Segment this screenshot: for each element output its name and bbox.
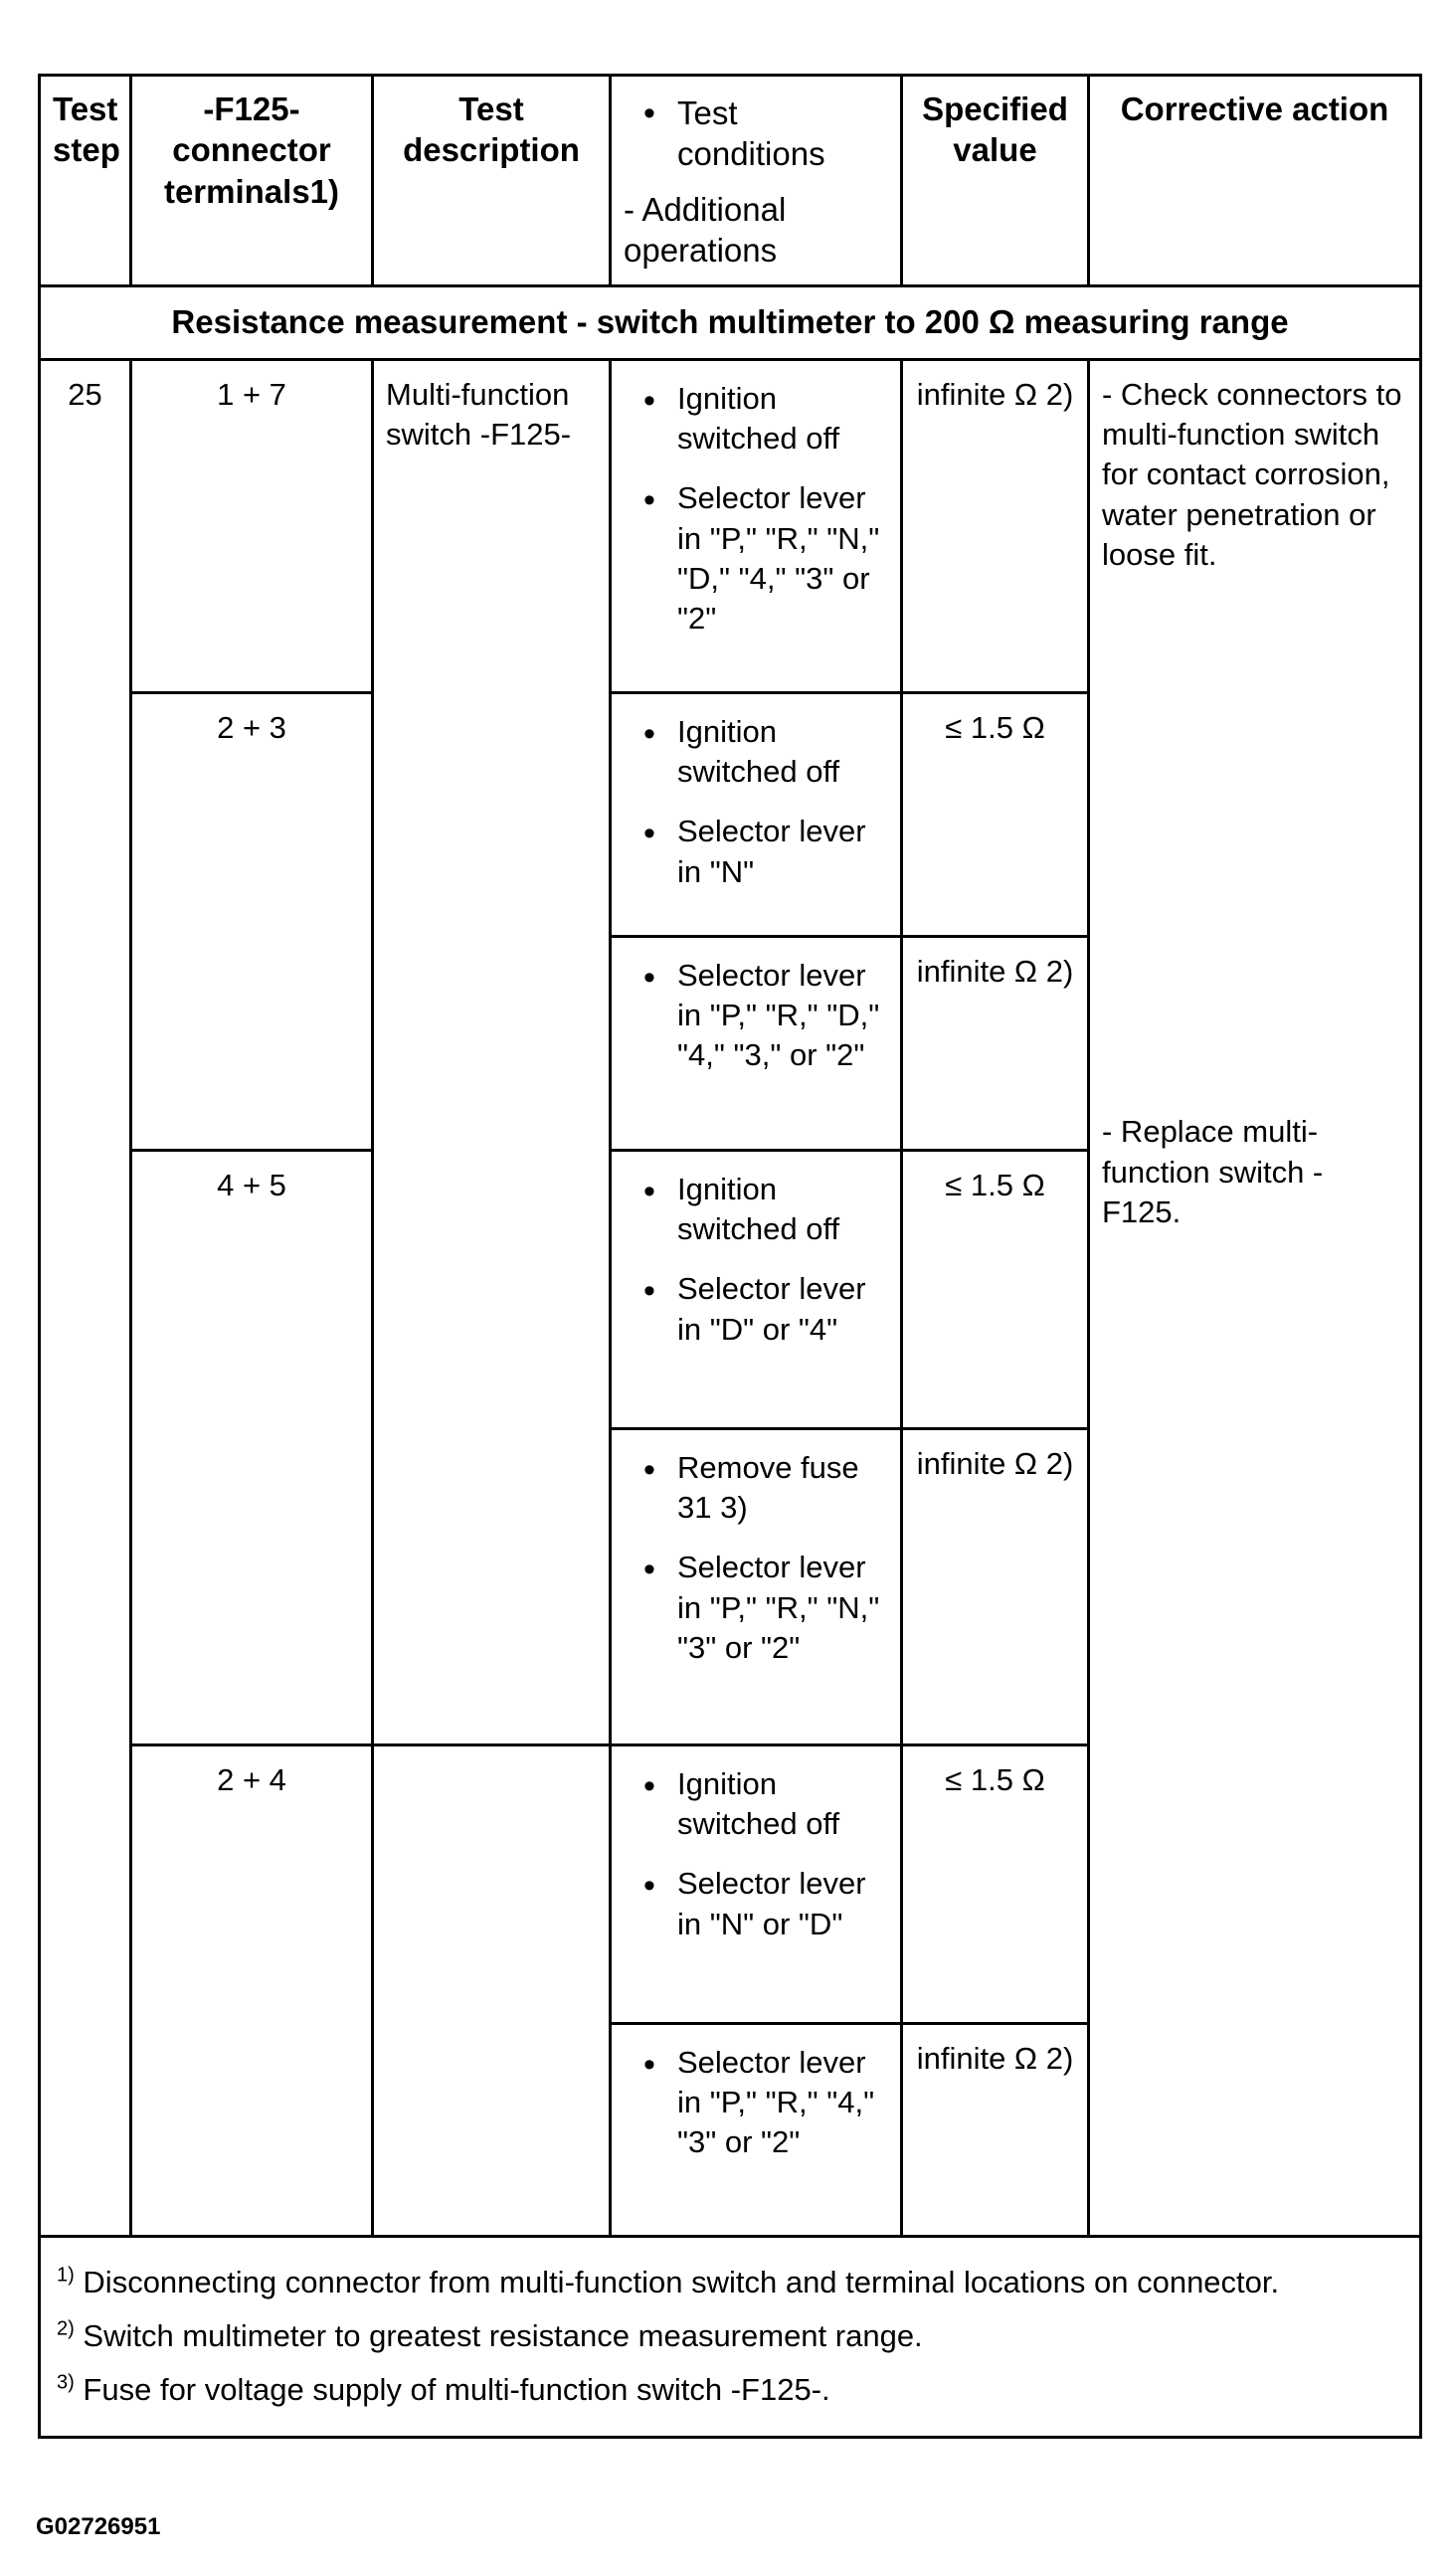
condition-item: • Remove fuse 31 3) xyxy=(643,1448,888,1529)
footnote-3 xyxy=(57,2363,1403,2417)
footnote-text: Switch multimeter to greatest resistance measurement range. xyxy=(83,2318,923,2354)
footnotes-row xyxy=(40,2236,1421,2437)
footnote-mark: 1) xyxy=(57,2264,75,2287)
conditions-cell xyxy=(611,936,902,1150)
header-description: Test description xyxy=(373,76,611,286)
conditions-cell xyxy=(611,1744,902,2023)
condition-item: • Selector lever in "N" or "D" xyxy=(643,1864,888,1944)
footnote-mark: 2) xyxy=(57,2317,75,2340)
document-id: G02726951 xyxy=(36,2513,161,2540)
specified-value-cell: infinite Ω 2) xyxy=(902,936,1089,1150)
header-conditions-label: • Test conditions xyxy=(643,92,888,175)
header-terminals: -F125- connector terminals1) xyxy=(131,76,373,286)
specified-value-cell: ≤ 1.5 Ω xyxy=(902,1744,1089,2023)
description-cell-empty xyxy=(373,1744,611,2236)
condition-item: • Selector lever in "P," "R," "D," "4," "3," or "2" xyxy=(643,956,888,1076)
conditions-cell xyxy=(611,1150,902,1428)
condition-item: • Selector lever in "P," "R," "N," "D," "4," "3" or "2" xyxy=(643,478,888,639)
footnotes xyxy=(40,2236,1421,2437)
conditions-cell xyxy=(611,359,902,692)
conditions-cell xyxy=(611,1428,902,1744)
terminals-cell: 2 + 3 xyxy=(131,692,373,1150)
specified-value-cell: infinite Ω 2) xyxy=(902,1428,1089,1744)
corrective-check: - Check connectors to multi-function switch for contact corrosion, water penetration or loose fit. xyxy=(1102,376,1402,573)
specified-value-cell: ≤ 1.5 Ω xyxy=(902,692,1089,936)
table-row xyxy=(40,359,1421,692)
conditions-cell xyxy=(611,2023,902,2236)
section-title: Resistance measurement - switch multimeter to 200 Ω measuring range xyxy=(40,286,1421,360)
specified-value-cell: infinite Ω 2) xyxy=(902,359,1089,692)
condition-item: • Ignition switched off xyxy=(643,1170,888,1250)
header-additional-label: - Additional operations xyxy=(624,190,787,269)
condition-item: • Selector lever in "P," "R," "4," "3" or "2" xyxy=(643,2043,888,2163)
specified-value-cell: ≤ 1.5 Ω xyxy=(902,1150,1089,1428)
terminals-cell: 4 + 5 xyxy=(131,1150,373,1744)
header-test-step: Test step xyxy=(40,76,131,286)
terminals-cell: 2 + 4 xyxy=(131,1744,373,2236)
test-table xyxy=(38,74,1422,2439)
test-step-cell: 25 xyxy=(40,359,131,2236)
table-header-row xyxy=(40,76,1421,286)
description-cell: Multi-function switch -F125- xyxy=(373,359,611,1744)
conditions-cell xyxy=(611,692,902,936)
corrective-replace: - Replace multi-function switch - F125. xyxy=(1102,1114,1324,1229)
condition-item: • Ignition switched off xyxy=(643,1764,888,1845)
condition-item: • Selector lever in "N" xyxy=(643,812,888,892)
footnote-text: Fuse for voltage supply of multi-function switch -F125-. xyxy=(83,2372,830,2408)
condition-item: • Selector lever in "P," "R," "N," "3" or "2" xyxy=(643,1548,888,1668)
header-corrective: Corrective action xyxy=(1089,76,1421,286)
footnote-2 xyxy=(57,2309,1403,2363)
condition-item: • Ignition switched off xyxy=(643,379,888,459)
specified-value-cell: infinite Ω 2) xyxy=(902,2023,1089,2236)
condition-item: • Selector lever in "D" or "4" xyxy=(643,1269,888,1350)
terminals-cell: 1 + 7 xyxy=(131,359,373,692)
section-row xyxy=(40,286,1421,360)
footnote-text: Disconnecting connector from multi-function switch and terminal locations on connector. xyxy=(83,2264,1280,2299)
condition-item: • Ignition switched off xyxy=(643,712,888,793)
header-conditions xyxy=(611,76,902,286)
footnote-mark: 3) xyxy=(57,2372,75,2395)
footnote-1 xyxy=(57,2256,1403,2309)
corrective-cell xyxy=(1089,359,1421,2236)
header-specified: Specified value xyxy=(902,76,1089,286)
